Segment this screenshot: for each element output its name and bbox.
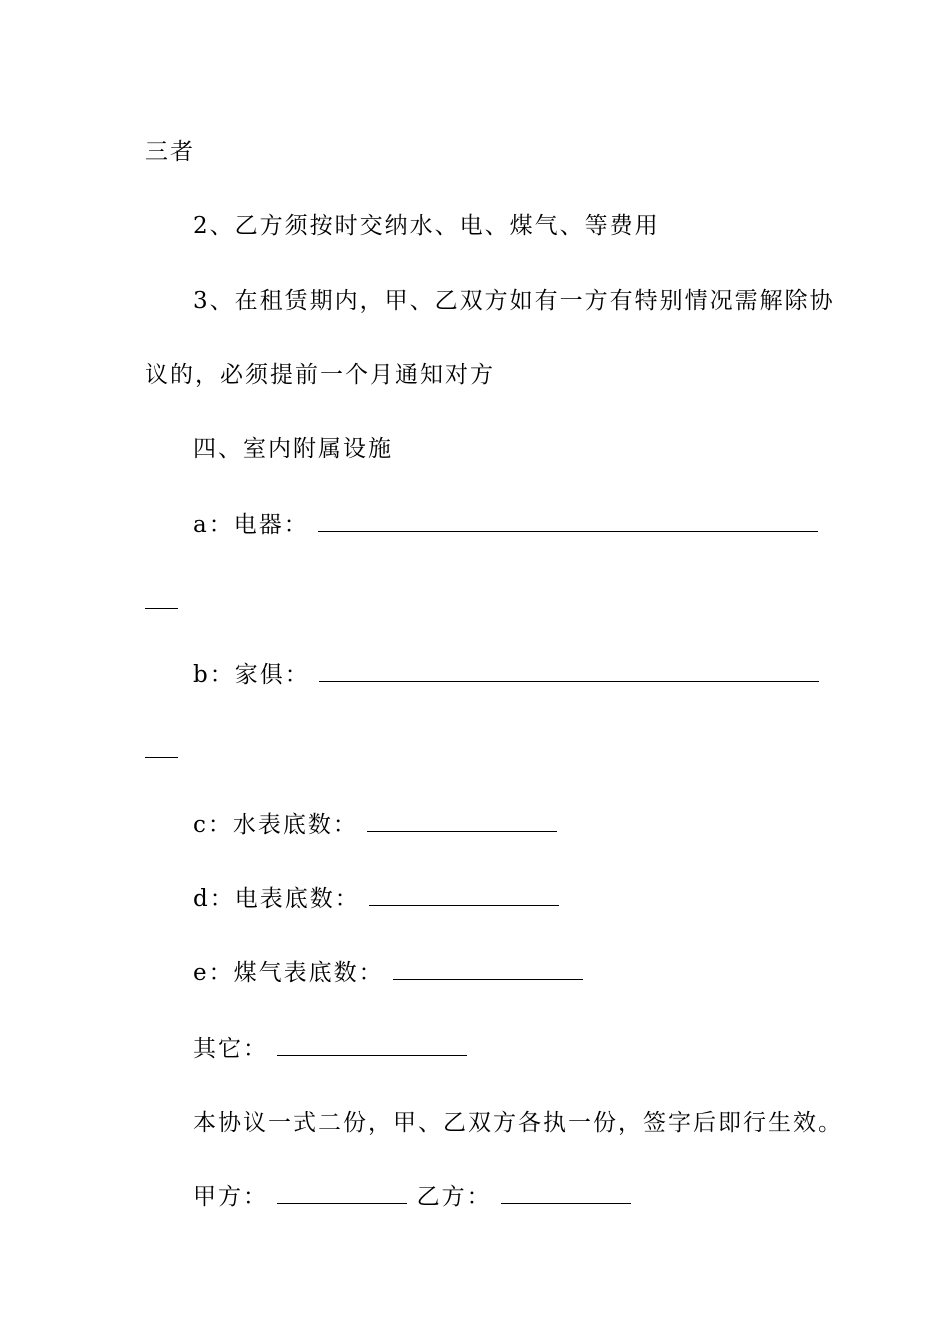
agreement-copies-text: 本协议一式二份，甲、乙双方各执一份，签字后即行生效。 [193,1110,843,1136]
blank-party-a-signature [277,1183,407,1204]
text-line [145,137,195,167]
text-three-parties: 三者 [145,139,195,165]
text-line [193,1108,843,1138]
blank-party-b-signature [501,1183,631,1204]
field-line [193,510,818,540]
section-heading [193,434,393,464]
field-label-appliances: a：电器： [193,512,309,538]
blank-other [277,1035,467,1056]
blank-water-meter [367,811,557,832]
section-title-facilities: 四、室内附属设施 [193,436,393,462]
text-line [193,286,835,316]
field-line [193,958,583,988]
signature-line [193,1182,631,1212]
field-line [193,1034,467,1064]
clause-3: 3、在租赁期内，甲、乙双方如有一方有特别情况需解除协 [193,288,835,314]
party-a-label: 甲方： [193,1184,268,1210]
text-line [145,360,495,390]
field-label-gas-meter: e：煤气表底数： [193,960,384,986]
field-label-furniture: b：家俱： [193,662,310,688]
field-label-water-meter: c：水表底数： [193,812,358,838]
clause-2: 2、乙方须按时交纳水、电、煤气、等费用 [193,213,660,239]
field-line [193,884,559,914]
blank-electric-meter [369,885,559,906]
blank-appliances-continuation [145,608,178,609]
field-label-other: 其它： [193,1036,268,1062]
field-line [193,660,819,690]
blank-appliances [318,511,818,532]
field-line [193,810,557,840]
party-b-label: 乙方： [416,1184,492,1210]
field-label-electric-meter: d：电表底数： [193,886,360,912]
blank-furniture-continuation [145,757,178,758]
text-line [193,211,660,241]
blank-gas-meter [393,959,583,980]
blank-furniture [319,661,819,682]
clause-3-continued: 议的，必须提前一个月通知对方 [145,362,495,388]
